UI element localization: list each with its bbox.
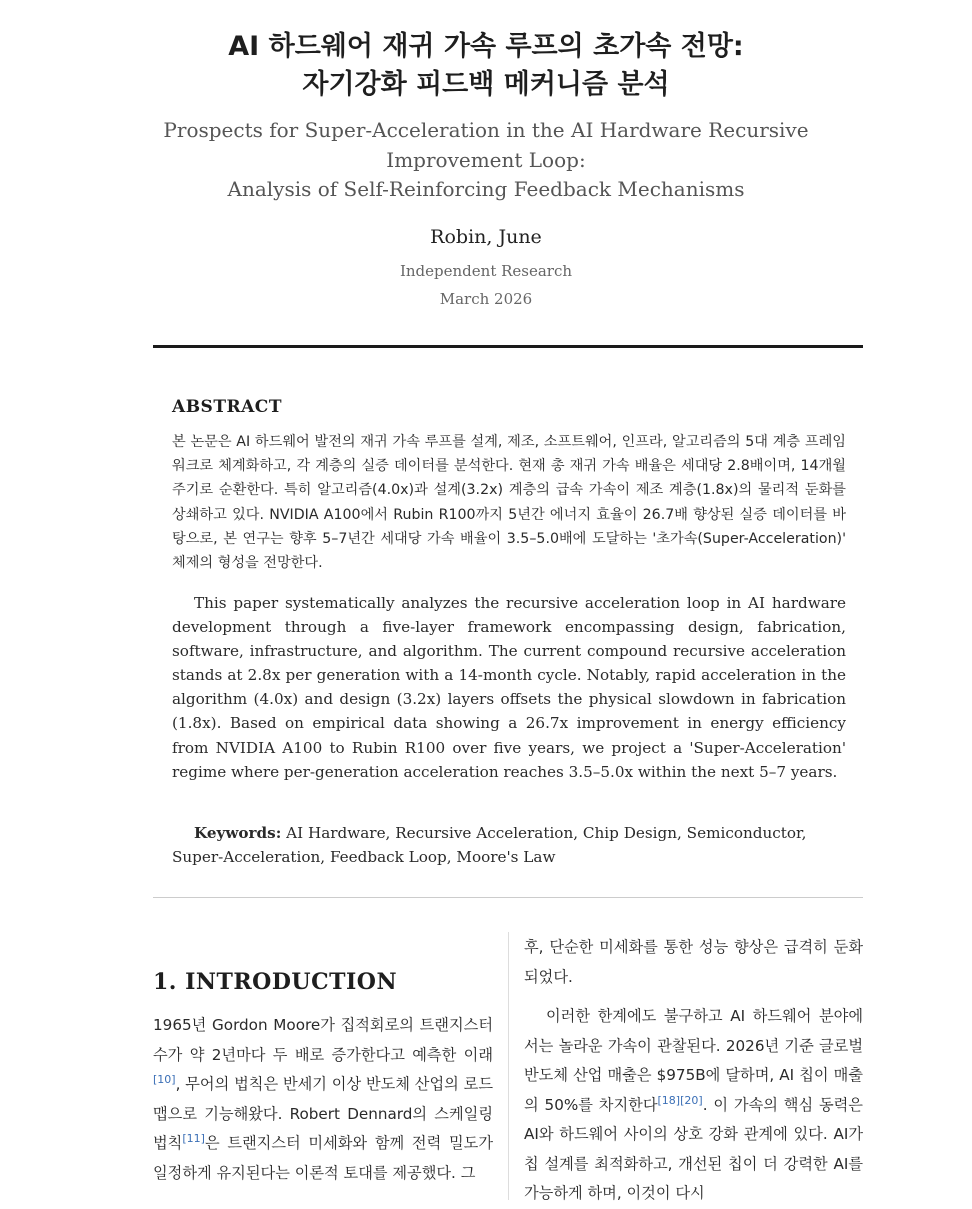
title-ko-line-1: AI 하드웨어 재귀 가속 루프의 초가속 전망: <box>228 31 744 62</box>
intro-left-column <box>153 1011 493 1188</box>
affiliation: Independent Research <box>399 262 573 280</box>
publication-date: March 2026 <box>439 290 533 308</box>
paper-title-english <box>150 116 822 205</box>
abstract-heading: ABSTRACT <box>172 397 282 417</box>
title-en-line-1: Prospects for Super-Acceleration in the AI Hardware Recursive <box>163 118 809 142</box>
abstract-english: This paper systematically analyzes the recursive acceleration loop in AI hardware development through a five-layer framework encompassing design, fabrication, software, infrastructure, and algorithm. The current compound recursive acceleration stands at 2.8x per generation with a 14-month cycle. Notably, rapid acceleration in the algorithm (4.0x) and design (3.2x) layers offsets the physical slowdown in fabrication (1.8x). Based on empirical data showing a 26.7x improvement in energy efficiency from NVIDIA A100 to Rubin R100 over five years, we project a 'Super-Acceleration' regime where per-generation acceleration reaches 3.5–5.0x within the next 5–7 years. <box>172 594 846 781</box>
intro-text-3: 은 트랜지스터 미세화와 함께 전력 밀도가 일정하게 유지된다는 이론적 토대를 제공했다. 그 <box>153 1134 493 1182</box>
intro-right-paragraph <box>524 1002 863 1209</box>
column-divider <box>508 932 509 1200</box>
abstract-korean: 본 논문은 AI 하드웨어 발전의 재귀 가속 루프를 설계, 제조, 소프트웨어, 인프라, 알고리즘의 5대 계층 프레임워크로 체계화하고, 각 계층의 실증 데이터를 분석한다. 현재 총 재귀 가속 배율은 세대당 2.8배이며, 14개월 주기로 순환한다. 특히 알고리즘(4.0x)과 설계(3.2x) 계층의 급속 가속이 제조 계층(1.8x)의 물리적 둔화를 상쇄하고 있다. NVIDIA A100에서 Rubin R100까지 5년간 에너지 효율이 26.7배 향상된 실증 데이터를 바탕으로, 본 연구는 향후 5–7년간 세대당 가속 배율이 3.5–5.0배에 도달하는 '초가속(Super-Acceleration)' 체제의 형성을 전망한다. <box>172 434 846 572</box>
intro-text-5: . 이 가속의 핵심 동력은 AI와 하드웨어 사이의 상호 강화 관계에 있다. AI가 칩 설계를 최적화하고, 개선된 칩이 더 강력한 AI를 가능하게 하며, 이것이 다시 <box>524 1095 863 1202</box>
intro-text-2: , 무어의 법칙은 반세기 이상 반도체 산업의 로드맵으로 기능해왔다. Robert Dennard의 스케일링 법칙 <box>153 1075 493 1152</box>
title-en-line-2: Improvement Loop: <box>386 147 586 172</box>
intro-right-continuation: 후, 단순한 미세화를 통한 성능 향상은 급격히 둔화되었다. <box>524 938 863 986</box>
author-name: Robin, June <box>430 226 542 248</box>
intro-text-1: 1965년 Gordon Moore가 집적회로의 트랜지스터 수가 약 2년마다 두 배로 증가한다고 예측한 이래 <box>153 1016 493 1064</box>
abstract-divider <box>153 897 863 898</box>
keywords-list: AI Hardware, Recursive Acceleration, Chip Design, Semiconductor, Super-Acceleration, Feedback Loop, Moore's Law <box>172 824 807 867</box>
citation-link[interactable]: [11] <box>182 1131 205 1145</box>
title-ko-line-2: 자기강화 피드백 메커니즘 분석 <box>302 69 670 100</box>
keywords-line <box>172 821 846 869</box>
title-en-line-3: Analysis of Self-Reinforcing Feedback Mechanisms <box>227 177 745 201</box>
paper-title-korean <box>0 28 972 104</box>
citation-link[interactable]: [18] <box>657 1093 681 1107</box>
header-divider <box>153 345 863 348</box>
keywords-label: Keywords: <box>194 824 282 842</box>
citation-link[interactable]: [10] <box>153 1072 176 1086</box>
intro-text-4: 이러한 한계에도 불구하고 AI 하드웨어 분야에서는 놀라운 가속이 관찰된다. 2026년 기준 글로벌 반도체 산업 매출은 $975B에 달하며, AI 칩이 매출의 50%를 차지한다 <box>524 1007 863 1114</box>
section-heading-introduction: 1. INTRODUCTION <box>153 969 398 995</box>
citation-link[interactable]: [20] <box>680 1093 703 1107</box>
